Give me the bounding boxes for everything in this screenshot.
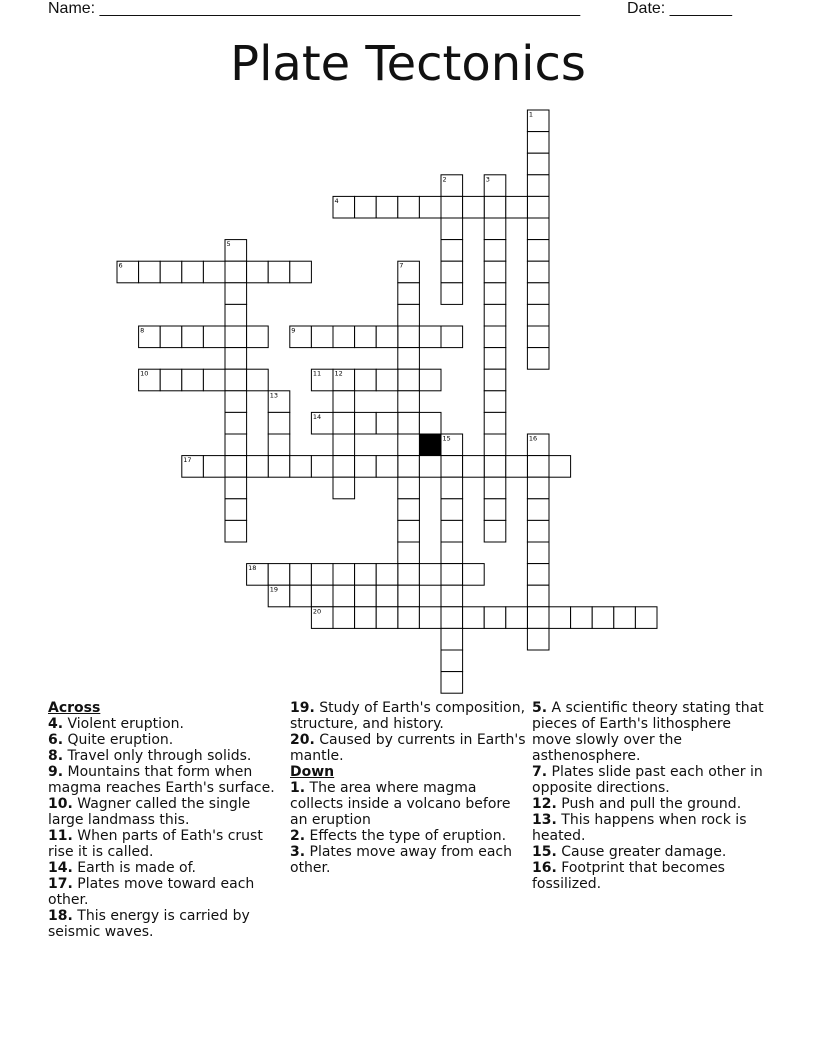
cell-number: 1: [528, 110, 534, 119]
clue-text: This happens when rock is heated.: [532, 812, 747, 844]
grid-cell[interactable]: [355, 326, 377, 348]
grid-cell[interactable]: [527, 240, 549, 262]
grid-cell[interactable]: [484, 261, 506, 283]
grid-cell[interactable]: [484, 520, 506, 542]
cell-number: 8: [140, 326, 145, 335]
clue-text: Plates move away from each other.: [290, 844, 512, 876]
grid-cell[interactable]: [225, 520, 247, 542]
grid-cell[interactable]: [441, 542, 463, 564]
grid-cell[interactable]: [333, 434, 355, 456]
grid-cell[interactable]: [203, 326, 225, 348]
grid-cell[interactable]: [398, 477, 420, 499]
grid-cell[interactable]: [527, 477, 549, 499]
grid-cell[interactable]: [225, 283, 247, 305]
grid-cell[interactable]: [398, 520, 420, 542]
clue-across-2: [48, 748, 284, 764]
grid-cell[interactable]: [355, 412, 377, 434]
cell-number: 12: [334, 369, 343, 378]
grid-cell[interactable]: [182, 369, 204, 391]
grid-cell[interactable]: [484, 477, 506, 499]
grid-cell[interactable]: [398, 369, 420, 391]
grid-cell[interactable]: [376, 196, 398, 218]
grid-cell[interactable]: [398, 412, 420, 434]
grid-cell[interactable]: [527, 456, 549, 478]
grid-cell[interactable]: [441, 520, 463, 542]
grid-cell[interactable]: [419, 196, 441, 218]
clue-across-5: [48, 828, 284, 860]
grid-cell[interactable]: [333, 391, 355, 413]
grid-cell[interactable]: [160, 369, 182, 391]
clue-down-2: [290, 844, 526, 876]
grid-cell[interactable]: [355, 564, 377, 586]
cell-number: 5: [226, 240, 231, 249]
cell-number: 14: [312, 412, 322, 421]
grid-cell[interactable]: [182, 261, 204, 283]
grid-cell[interactable]: [419, 456, 441, 478]
clue-text: Plates move toward each other.: [48, 876, 255, 908]
grid-cell[interactable]: [268, 456, 290, 478]
clue-text: Push and pull the ground.: [561, 796, 742, 812]
grid-cell[interactable]: [527, 564, 549, 586]
clue-down-7: [532, 844, 768, 860]
grid-cell[interactable]: [484, 196, 506, 218]
grid-cell[interactable]: [527, 261, 549, 283]
grid-cell[interactable]: [441, 564, 463, 586]
clue-across-10: [290, 732, 526, 764]
grid-cell[interactable]: [247, 326, 269, 348]
grid-cell[interactable]: [484, 499, 506, 521]
grid-cell[interactable]: [484, 434, 506, 456]
grid-cell[interactable]: [441, 650, 463, 672]
grid-cell[interactable]: [463, 456, 485, 478]
grid-cell[interactable]: [355, 196, 377, 218]
clue-text: Travel only through solids.: [67, 748, 252, 764]
grid-cell[interactable]: [225, 391, 247, 413]
grid-cell[interactable]: [225, 304, 247, 326]
clue-number: 5.: [532, 700, 548, 716]
grid-cell[interactable]: [484, 218, 506, 240]
grid-cell[interactable]: [441, 456, 463, 478]
grid-cell[interactable]: [441, 477, 463, 499]
clue-number: 18.: [48, 908, 73, 924]
grid-cell[interactable]: [441, 628, 463, 650]
grid-cell[interactable]: [247, 261, 269, 283]
grid-cell[interactable]: [441, 240, 463, 262]
clue-text: The area where magma collects inside a volcano before an eruption: [290, 780, 511, 828]
grid-cell[interactable]: [398, 283, 420, 305]
clue-text: Effects the type of eruption.: [309, 828, 507, 844]
clue-text: This energy is carried by seismic waves.: [48, 908, 250, 940]
grid-cell[interactable]: [398, 585, 420, 607]
clue-across-9: [290, 700, 526, 732]
date-field-label: Date: _______: [627, 0, 732, 17]
grid-cell[interactable]: [333, 326, 355, 348]
grid-cell[interactable]: [398, 456, 420, 478]
clue-text: Footprint that becomes fossilized.: [532, 860, 725, 892]
grid-cell[interactable]: [333, 585, 355, 607]
grid-cell[interactable]: [225, 412, 247, 434]
grid-cell[interactable]: [225, 369, 247, 391]
grid-cell[interactable]: [290, 585, 312, 607]
cell-number: 9: [291, 326, 296, 335]
grid-cell[interactable]: [333, 564, 355, 586]
clue-text: Earth is made of.: [77, 860, 196, 876]
clue-number: 12.: [532, 796, 557, 812]
cell-number: 4: [334, 196, 339, 205]
clues-column-1: [48, 700, 284, 940]
grid-cell[interactable]: [333, 477, 355, 499]
grid-cell[interactable]: [203, 261, 225, 283]
grid-cell[interactable]: [463, 607, 485, 629]
grid-cell[interactable]: [441, 499, 463, 521]
grid-cell[interactable]: [571, 607, 593, 629]
clue-number: 7.: [532, 764, 548, 780]
clue-number: 11.: [48, 828, 73, 844]
grid-cell[interactable]: [139, 261, 161, 283]
grid-cell[interactable]: [398, 326, 420, 348]
grid-cell[interactable]: [484, 283, 506, 305]
grid-cell[interactable]: [376, 412, 398, 434]
clue-text: A scientific theory stating that pieces of Earth's lithosphere move slowly over the asthenosphere.: [532, 700, 764, 764]
grid-cell[interactable]: [398, 391, 420, 413]
grid-cell[interactable]: [398, 542, 420, 564]
grid-cell[interactable]: [160, 261, 182, 283]
clue-number: 8.: [48, 748, 64, 764]
grid-cell[interactable]: [376, 369, 398, 391]
grid-cell[interactable]: [398, 304, 420, 326]
grid-cell[interactable]: [484, 240, 506, 262]
grid-cell[interactable]: [311, 585, 333, 607]
clue-text: Quite eruption.: [67, 732, 174, 748]
grid-cell[interactable]: [419, 607, 441, 629]
grid-cell[interactable]: [506, 607, 528, 629]
grid-cell[interactable]: [527, 196, 549, 218]
grid-cell[interactable]: [225, 434, 247, 456]
grid-cell[interactable]: [463, 196, 485, 218]
across-heading: Across: [48, 700, 101, 716]
cell-number: 13: [269, 391, 278, 400]
clue-number: 1.: [290, 780, 306, 796]
grid-cell[interactable]: [398, 499, 420, 521]
grid-cell[interactable]: [592, 607, 614, 629]
grid-cell[interactable]: [333, 412, 355, 434]
puzzle-title: Plate Tectonics: [230, 36, 586, 92]
grid-cell[interactable]: [527, 304, 549, 326]
clue-number: 9.: [48, 764, 64, 780]
cell-number: 15: [442, 434, 451, 443]
grid-cell[interactable]: [247, 456, 269, 478]
grid-cell[interactable]: [441, 283, 463, 305]
cell-number: 3: [485, 175, 490, 184]
clue-number: 16.: [532, 860, 557, 876]
grid-cell[interactable]: [398, 564, 420, 586]
cell-number: 19: [269, 585, 278, 594]
grid-cell[interactable]: [527, 218, 549, 240]
grid-cell[interactable]: [290, 261, 312, 283]
grid-cell[interactable]: [614, 607, 636, 629]
clue-down-0: [290, 780, 526, 828]
grid-cell[interactable]: [247, 369, 269, 391]
grid-cell[interactable]: [290, 456, 312, 478]
grid-cell[interactable]: [398, 348, 420, 370]
grid-cell[interactable]: [527, 585, 549, 607]
clue-number: 6.: [48, 732, 64, 748]
grid-cell[interactable]: [355, 585, 377, 607]
grid-cell[interactable]: [225, 326, 247, 348]
grid-cell[interactable]: [203, 369, 225, 391]
grid-cell[interactable]: [527, 132, 549, 154]
clue-across-7: [48, 876, 284, 908]
grid-cell[interactable]: [311, 326, 333, 348]
name-field-label: Name: ______________________________________________________: [48, 0, 581, 17]
down-heading: Down: [290, 764, 335, 780]
grid-cell[interactable]: [419, 412, 441, 434]
grid-cell[interactable]: [484, 326, 506, 348]
clue-down-3: [532, 700, 768, 764]
grid-cell[interactable]: [441, 607, 463, 629]
grid-cell[interactable]: [355, 369, 377, 391]
clue-across-1: [48, 732, 284, 748]
grid-cell[interactable]: [333, 607, 355, 629]
grid-cell[interactable]: [441, 261, 463, 283]
grid-cell[interactable]: [419, 369, 441, 391]
grid-cell[interactable]: [441, 585, 463, 607]
clue-down-1: [290, 828, 526, 844]
grid-cell[interactable]: [441, 672, 463, 694]
grid-cell[interactable]: [376, 326, 398, 348]
grid-cell[interactable]: [484, 304, 506, 326]
grid-cell[interactable]: [376, 564, 398, 586]
grid-cell[interactable]: [527, 283, 549, 305]
black-square: [419, 434, 441, 456]
grid-cell[interactable]: [398, 196, 420, 218]
grid-cell[interactable]: [268, 261, 290, 283]
grid-cell[interactable]: [506, 456, 528, 478]
grid-cell[interactable]: [225, 348, 247, 370]
grid-cell[interactable]: [376, 607, 398, 629]
grid-cell[interactable]: [484, 369, 506, 391]
clue-down-6: [532, 812, 768, 844]
grid-cell[interactable]: [268, 412, 290, 434]
grid-cell[interactable]: [419, 326, 441, 348]
grid-cell[interactable]: [333, 456, 355, 478]
cell-number: 17: [183, 456, 192, 465]
clue-number: 4.: [48, 716, 64, 732]
clue-number: 3.: [290, 844, 306, 860]
grid-cell[interactable]: [398, 434, 420, 456]
clue-text: Caused by currents in Earth's mantle.: [290, 732, 526, 764]
grid-cell[interactable]: [484, 412, 506, 434]
grid-cell[interactable]: [203, 456, 225, 478]
clue-down-4: [532, 764, 768, 796]
cell-number: 16: [528, 434, 538, 443]
clue-number: 14.: [48, 860, 73, 876]
clues-column-3: [532, 700, 768, 892]
clue-text: Mountains that form when magma reaches Earth's surface.: [48, 764, 275, 796]
cell-number: 18: [248, 564, 257, 573]
clue-across-0: [48, 716, 284, 732]
grid-cell[interactable]: [527, 520, 549, 542]
clue-number: 19.: [290, 700, 315, 716]
grid-cell[interactable]: [355, 607, 377, 629]
clue-number: 2.: [290, 828, 306, 844]
grid-cell[interactable]: [225, 477, 247, 499]
grid-cell[interactable]: [225, 499, 247, 521]
cell-number: 10: [140, 369, 149, 378]
cell-number: 6: [118, 261, 123, 270]
clue-down-5: [532, 796, 768, 812]
cell-number: 11: [312, 369, 322, 378]
grid-cell[interactable]: [268, 434, 290, 456]
grid-cell[interactable]: [527, 628, 549, 650]
grid-cell[interactable]: [484, 348, 506, 370]
grid-cell[interactable]: [527, 153, 549, 175]
clue-text: Plates slide past each other in opposite directions.: [532, 764, 763, 796]
grid-cell[interactable]: [376, 585, 398, 607]
clue-text: When parts of Eath's crust rise it is called.: [48, 828, 263, 860]
grid-cell[interactable]: [506, 196, 528, 218]
grid-cell[interactable]: [398, 607, 420, 629]
grid-cell[interactable]: [311, 564, 333, 586]
cell-number: 20: [312, 607, 322, 616]
grid-cell[interactable]: [484, 391, 506, 413]
clue-number: 20.: [290, 732, 315, 748]
grid-cell[interactable]: [376, 456, 398, 478]
grid-cell[interactable]: [527, 326, 549, 348]
grid-cell[interactable]: [182, 326, 204, 348]
clue-across-6: [48, 860, 284, 876]
clue-across-4: [48, 796, 284, 828]
clue-across-3: [48, 764, 284, 796]
grid-cell[interactable]: [225, 456, 247, 478]
grid-cell[interactable]: [527, 175, 549, 197]
clue-text: Violent eruption.: [67, 716, 184, 732]
grid-cell[interactable]: [419, 564, 441, 586]
grid-cell[interactable]: [160, 326, 182, 348]
grid-cell[interactable]: [527, 348, 549, 370]
clue-number: 17.: [48, 876, 73, 892]
grid-cell[interactable]: [290, 564, 312, 586]
grid-cell[interactable]: [441, 196, 463, 218]
cell-number: 2: [442, 175, 447, 184]
cell-number: 7: [399, 261, 404, 270]
clue-across-8: [48, 908, 284, 940]
grid-cell[interactable]: [527, 542, 549, 564]
grid-cell[interactable]: [527, 607, 549, 629]
clue-number: 15.: [532, 844, 557, 860]
grid-cell[interactable]: [441, 218, 463, 240]
clue-number: 10.: [48, 796, 73, 812]
clues-column-2: [290, 700, 526, 876]
grid-cell[interactable]: [355, 456, 377, 478]
grid-cell[interactable]: [268, 564, 290, 586]
clue-down-8: [532, 860, 768, 892]
clue-number: 13.: [532, 812, 557, 828]
grid-cell[interactable]: [635, 607, 657, 629]
grid-cell[interactable]: [463, 564, 485, 586]
clue-text: Wagner called the single large landmass this.: [48, 796, 251, 828]
grid-cell[interactable]: [484, 456, 506, 478]
clue-text: Cause greater damage.: [561, 844, 727, 860]
grid-cell[interactable]: [311, 456, 333, 478]
grid-cell[interactable]: [441, 326, 463, 348]
grid-cell[interactable]: [484, 607, 506, 629]
grid-cell[interactable]: [225, 261, 247, 283]
grid-cell[interactable]: [549, 607, 571, 629]
grid-cell[interactable]: [527, 499, 549, 521]
clue-text: Study of Earth's composition, structure, and history.: [290, 700, 526, 732]
grid-cell[interactable]: [549, 456, 571, 478]
